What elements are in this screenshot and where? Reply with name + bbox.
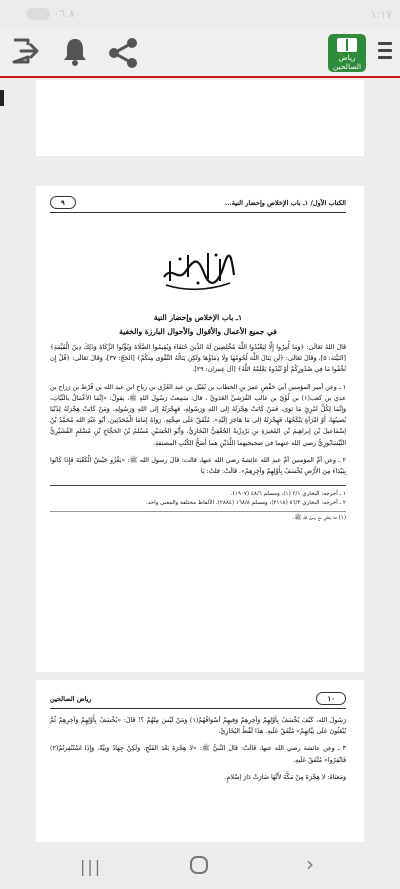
scroll-indicator[interactable] [0, 90, 4, 106]
footnotes [50, 490, 346, 523]
header-text: الكتاب الأول/ ١ـ باب الإخلاص وإحضار النية... [224, 198, 346, 207]
menu-icon[interactable] [378, 42, 392, 63]
basmala-calligraphy [158, 247, 238, 291]
system-nav-bar [0, 842, 400, 889]
chapter-title: ١ـ باب الإخلاص وإحضار النية [153, 313, 243, 322]
page-number: ٩ [50, 196, 76, 209]
status-left-text: ٨٠ ٠٦ [53, 7, 81, 20]
app-logo [328, 34, 366, 72]
page-header [50, 692, 346, 709]
status-bar [0, 0, 400, 28]
footnote-3: (١) هنا يلتقي مع رسول الله ﷺ. [50, 511, 346, 523]
page-9 [36, 186, 364, 672]
page-number: ١٠ [316, 692, 346, 705]
footnote-divider [50, 485, 346, 486]
footnote-2: ٢ ـ أخرجه: البخاري ٨٦/٣ (٢١١٨)، ومسلم ١٦٨/٨ (٢٨٨٤). الألفاظ مختلفة والمعنى واحد. [145, 500, 346, 507]
page10-paragraph-3: وَمَعنَاهُ: لا هِجْرَةَ مِنْ مَكَّةَ لأَنَّهَا صَارَتْ دَارَ إسْلامٍ. [224, 773, 346, 781]
intro-paragraph: قَالَ اللهُ تَعَالَى: ﴿وَمَا أُمِرُوا إِلَّا لِيَعْبُدُوا اللَّهَ مُخْلِصِينَ لَهُ الدِّينَ حُنَفَاءَ وَيُقِيمُوا الصَّلَاةَ وَيُؤْتُوا الزَّكَاةَ وَذَلِكَ دِينُ الْقَيِّمَةِ﴾ [البَيِّنَة: ٥]، وَقَالَ تَعَالَى: ﴿لَن يَنَالَ اللَّهَ لُحُومُهَا وَلَا دِمَاؤُهَا وَلَكِن يَنَالُهُ التَّقْوَى مِنكُمْ﴾ [الحَجّ: ٣٧]، وَقَالَ تَعَالَى: ﴿قُلْ إِن تُخْفُوا مَا فِي صُدُورِكُمْ أَوْ تُبْدُوهُ يَعْلَمْهُ اللَّهُ﴾ [آل عِمران: ٢٩]. [50, 344, 346, 374]
app-name: رياض الصالحين [332, 53, 362, 71]
page-previous [36, 80, 364, 156]
recents-button[interactable]: ||| [80, 857, 103, 876]
hadith-2: ٢ ـ وعن أمِّ المؤمنين أمِّ عبدِ الله عائشةَ رضي الله عنها، قالت: قَالَ رسول الله ﷺ: «يَغْزُو جَيْشٌ الْكَعْبَةَ فَإِذَا كَانُوا بِبَيْدَاءَ مِنَ الأَرْضِ يُخْسَفُ بِأَوَّلِهِمْ وَآخِرِهِمْ». قَالَتْ: قلتُ: يَا [50, 456, 346, 476]
exit-icon[interactable] [10, 36, 40, 70]
book-icon [337, 38, 357, 52]
battery-icon [26, 8, 50, 20]
app-bar [0, 28, 400, 78]
share-icon[interactable] [106, 36, 140, 74]
page-header [50, 196, 346, 213]
home-button[interactable] [190, 856, 208, 874]
status-left [26, 7, 81, 20]
status-time: ١:١٧ [370, 8, 392, 21]
pdf-viewer[interactable] [0, 80, 400, 842]
chapter-subtitle: في جميع الأعمال والأقوال والأحوال البارزة والخفية [119, 327, 277, 336]
back-button[interactable]: › [306, 852, 314, 876]
hadith-1: ١ ـ وعن أمير المؤمنين أبي حَفْصٍ عمرَ بنِ الخطاب بن نُفَيْل بن عبد العُزّى بن رياح ابن عبد الله بن قُرْط بن رَزاح بن عدي بن كعب(١) بن لُؤَيّ بن غالب القُرَشيِّ العَدَويِّ ، قال: سَمِعتُ رَسُولَ اللهِ ﷺ، يقولُ: «إنَّمَا الأعْمَالُ بالنِّيّاتِ، وَإنَّمَا لِكُلِّ امْرِئٍ مَا نَوَى، فَمَنْ كَانَتْ هِجْرَتُهُ إلى اللهِ وَرَسُولِهِ، فَهِجْرَتُهُ إلى اللهِ وَرَسُولِهِ، وَمَنْ كَانَتْ هِجْرَتُهُ لِدُنْيَا يُصيبُهَا، أَوْ امْرَأةٍ يَنْكَحُهَا، فَهِجْرَتُهُ إلى مَا هَاجَرَ إلَيْهِ». مُتَّفَقٌ عَلَى صِحَّتِهِ. رَوَاهُ إمَامَا الْمُحَدّثِينَ، أبُو عَبْدِ الله مُحَمَّدُ بْنُ إسْمَاعيلَ بْن إبراهِيمَ بْن المُغيرَةِ بنِ بَرْدِزْبهْ الجُعْفِيُّ البُخَارِيُّ، وَأَبُو الحُسَيْنِ مُسْلمُ بْنُ الحَجَّاجِ بْنِ مُسْلمٍ القُشَيْرِيُّ النَّيْسَابُورِيُّ رضي الله عنهما في صحيحيهما اللَّذَيْنِ هما أَصَحُّ الكُتُبِ المصنفةِ. [50, 383, 346, 447]
footnote-1: ١ ـ أخرجه: البخاري ٢/١ (١)، ومسلم ٤٨/٦ (١٩٠٧). [230, 491, 346, 498]
page10-paragraph-1: رَسُولَ الله، كَيْفَ يُخْسَفُ بِأوَّلِهِمْ وَآخِرِهِمْ وَفِيهِمْ أسْوَاقُهُمْ(١) وَمَنْ لَيْسَ مِنْهُمْ ؟! قَالَ: «يُخْسَفُ بِأَوَّلِهِمْ وَآخِرِهِمْ ثُمَّ يُبْعَثُونَ عَلَى نِيَّاتِهِمْ» مُتَّفَقٌ عَلَيهِ. هذَا لَفْظُ البُخَارِيِّ. [50, 717, 346, 736]
bell-icon[interactable] [60, 36, 90, 72]
page-10 [36, 680, 364, 842]
header-text: رياض الصالحين [50, 694, 92, 703]
page10-paragraph-2: ٣ ـ وعن عائشة رضي الله عنها، قَالَتْ: قَالَ النَّبيُّ ﷺ: «لا هِجْرَةَ بَعْدَ الفَتْحِ، وَلَكِنْ جِهَادٌ وَنِيَّةٌ، وَإِذَا اسْتُنْفِرتُمْ(٢) فَانْفِرُوا» مُتَّفَقٌ عَلَيهِ. [50, 745, 346, 764]
